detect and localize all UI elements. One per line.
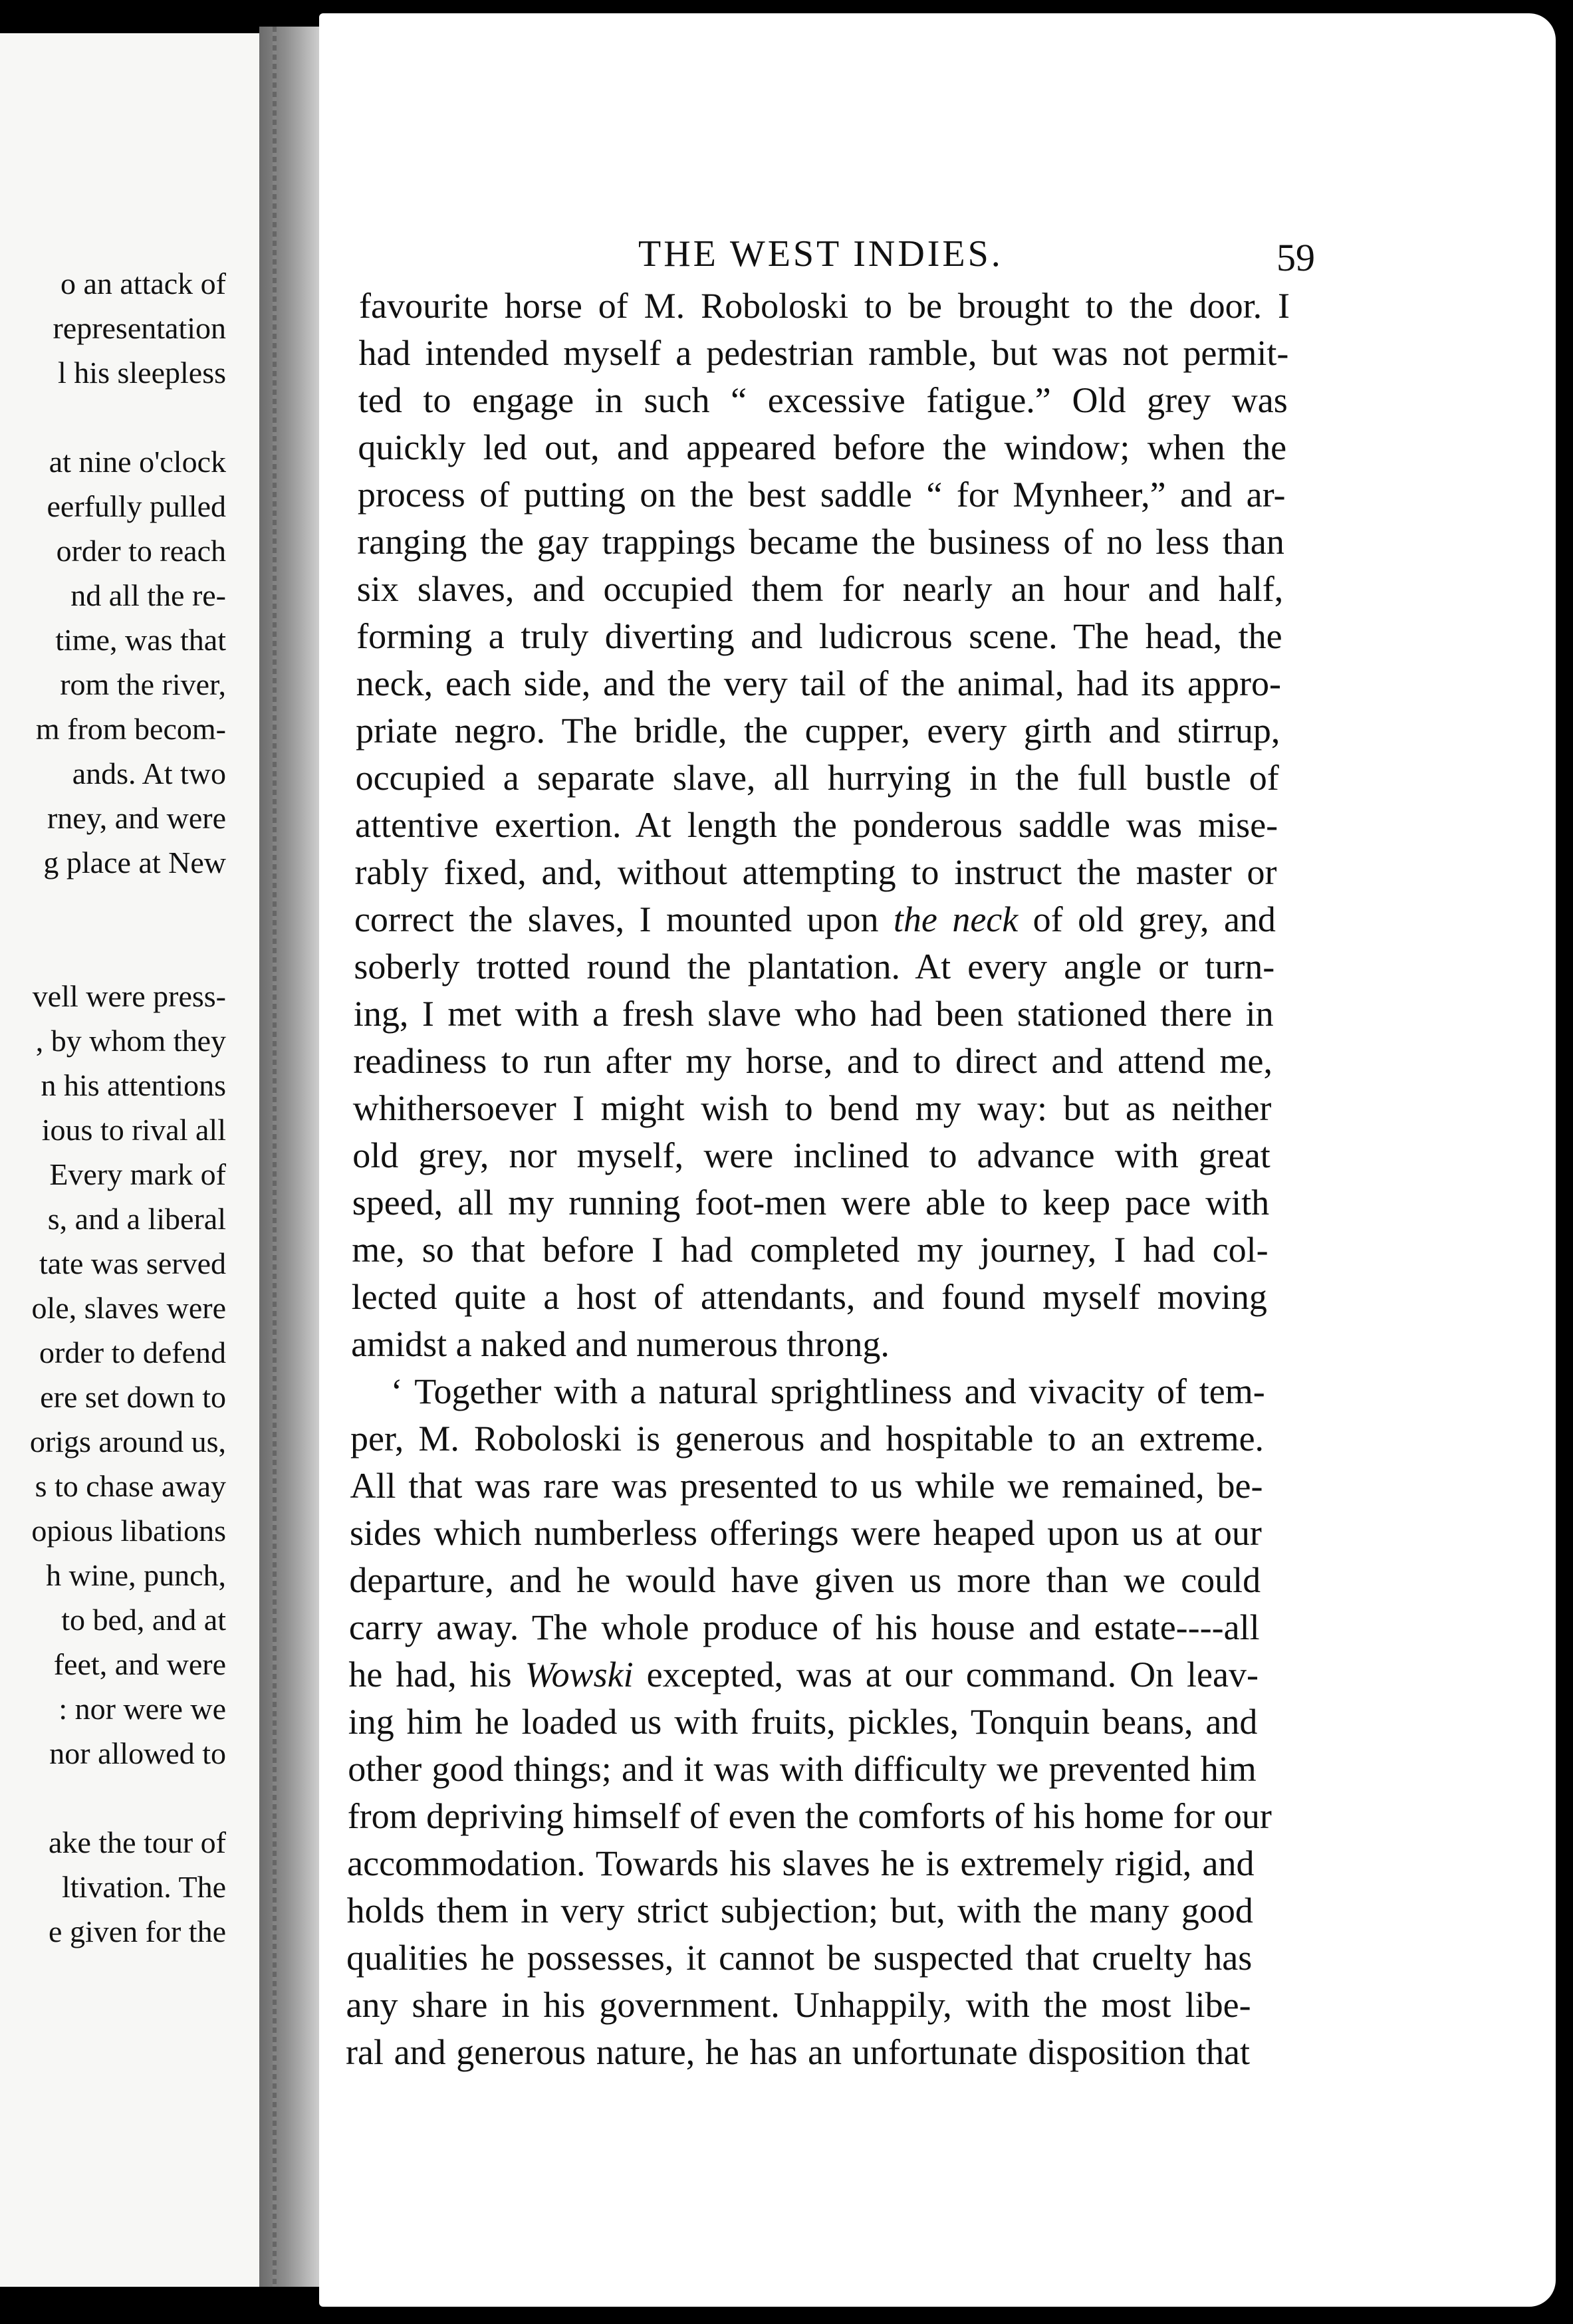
left-page-line: to bed, and at xyxy=(61,1603,226,1637)
body-line: ‘ Together with a natural sprightliness and vivacity of tem- xyxy=(390,1371,1265,1411)
left-page-line: ake the tour of xyxy=(49,1825,226,1859)
body-line: had intended myself a pedestrian ramble, but was not permit- xyxy=(358,333,1289,373)
body-line: lected quite a host of attendants, and found myself moving xyxy=(351,1277,1267,1317)
body-line: rably fixed, and, without attempting to instruct the master or xyxy=(354,852,1277,892)
left-page-line: ole, slaves were xyxy=(31,1291,226,1325)
left-page-line: ious to rival all xyxy=(41,1113,226,1147)
left-page-line: s to chase away xyxy=(35,1469,226,1503)
left-page-line: vell were press- xyxy=(32,979,226,1013)
left-page-line: g place at New xyxy=(43,846,226,879)
left-page-line: n his attentions xyxy=(41,1068,226,1102)
body-line: ranging the gay trappings became the business of no less than xyxy=(357,522,1284,562)
left-page-line: eerfully pulled xyxy=(47,489,226,523)
body-line: soberly trotted round the plantation. At every angle or turn- xyxy=(354,947,1275,987)
left-page-line: o an attack of xyxy=(60,267,226,300)
body-line: ing him he loaded us with fruits, pickles, Tonquin beans, and xyxy=(348,1702,1258,1742)
body-line: per, M. Roboloski is generous and hospitable to an extreme. xyxy=(350,1419,1265,1458)
left-page-line: tate was served xyxy=(39,1246,226,1280)
left-page-line: representation xyxy=(53,311,226,345)
body-line: sides which numberless offerings were heaped upon us at our xyxy=(349,1513,1262,1553)
left-page-line: at nine o'clock xyxy=(49,445,226,479)
body-line: me, so that before I had completed my journey, I had col- xyxy=(352,1230,1269,1270)
body-line: priate negro. The bridle, the cupper, every girth and stirrup, xyxy=(356,711,1280,751)
left-page-line: e given for the xyxy=(49,1915,226,1948)
left-facing-page xyxy=(0,33,266,2287)
body-line: ing, I met with a fresh slave who had been stationed there in xyxy=(353,994,1274,1034)
page-header xyxy=(319,233,1556,279)
body-line: ral and generous nature, he has an unfortunate disposition that xyxy=(346,2032,1250,2072)
left-page-line: , by whom they xyxy=(35,1024,226,1058)
running-title: THE WEST INDIES. xyxy=(638,233,1003,275)
body-line: any share in his government. Unhappily, with the most libe- xyxy=(346,1985,1251,2025)
left-page-line: feet, and were xyxy=(53,1647,226,1681)
body-line: whithersoever I might wish to bend my way: but as neither xyxy=(352,1088,1272,1128)
left-page-line: order to reach xyxy=(56,534,226,568)
left-page-line: time, was that xyxy=(55,623,226,657)
body-line: occupied a separate slave, all hurrying in the full bustle of xyxy=(355,758,1279,798)
body-line: carry away. The whole produce of his house and estate----all xyxy=(348,1607,1260,1647)
right-page xyxy=(319,13,1556,2307)
body-line: neck, each side, and the very tail of the animal, had its appro- xyxy=(356,663,1282,703)
body-line: qualities he possesses, it cannot be suspected that cruelty has xyxy=(346,1938,1253,1978)
body-line: readiness to run after my horse, and to direct and attend me, xyxy=(353,1041,1273,1081)
body-line: departure, and he would have given us more than we could xyxy=(349,1560,1261,1600)
body-line: he had, his Wowski excepted, was at our command. On leav- xyxy=(348,1655,1259,1694)
left-page-line: origs around us, xyxy=(29,1425,226,1458)
body-line: attentive exertion. At length the ponderous saddle was mise- xyxy=(355,805,1278,845)
left-page-line: ands. At two xyxy=(72,756,226,790)
left-page-line: ltivation. The xyxy=(61,1870,226,1904)
body-line: six slaves, and occupied them for nearly an hour and half, xyxy=(356,569,1284,609)
left-page-line: s, and a liberal xyxy=(47,1202,226,1236)
body-line: speed, all my running foot-men were able to keep pace with xyxy=(352,1183,1270,1222)
left-page-line: h wine, punch, xyxy=(46,1558,226,1592)
body-line: holds them in very strict subjection; but, with the many good xyxy=(346,1891,1253,1930)
body-line: from depriving himself of even the comforts of his home for our xyxy=(347,1796,1272,1836)
left-page-line: nor allowed to xyxy=(49,1736,226,1770)
body-line: process of putting on the best saddle “ for Mynheer,” and ar- xyxy=(357,475,1286,515)
body-line: amidst a naked and numerous throng. xyxy=(351,1324,890,1364)
body-line: old grey, nor myself, were inclined to advance with great xyxy=(352,1135,1270,1175)
body-line: correct the slaves, I mounted upon the neck of old grey, and xyxy=(354,899,1276,939)
left-page-line: opious libations xyxy=(31,1514,226,1548)
body-line: accommodation. Towards his slaves he is extremely rigid, and xyxy=(347,1843,1255,1883)
left-page-line: : nor were we xyxy=(59,1692,226,1726)
left-page-line: ere set down to xyxy=(40,1380,226,1414)
body-line: All that was rare was presented to us while we remained, be- xyxy=(350,1466,1263,1506)
body-line: forming a truly diverting and ludicrous scene. The head, the xyxy=(356,616,1282,656)
body-line: ted to engage in such “ excessive fatigue.” Old grey was xyxy=(358,380,1288,420)
body-line: quickly led out, and appeared before the window; when the xyxy=(358,427,1287,467)
left-page-line: l his sleepless xyxy=(58,356,226,390)
left-page-line: rom the river, xyxy=(60,667,226,701)
left-page-line: rney, and were xyxy=(47,801,226,835)
page-number: 59 xyxy=(1276,236,1315,279)
left-page-line: Every mark of xyxy=(49,1157,226,1191)
left-page-line: order to defend xyxy=(39,1336,226,1369)
left-page-line: m from becom- xyxy=(35,712,226,746)
body-line: other good things; and it was with difficulty we prevented him xyxy=(348,1749,1257,1789)
body-line: favourite horse of M. Roboloski to be brought to the door. I xyxy=(359,286,1290,326)
left-page-line: nd all the re- xyxy=(70,578,226,612)
